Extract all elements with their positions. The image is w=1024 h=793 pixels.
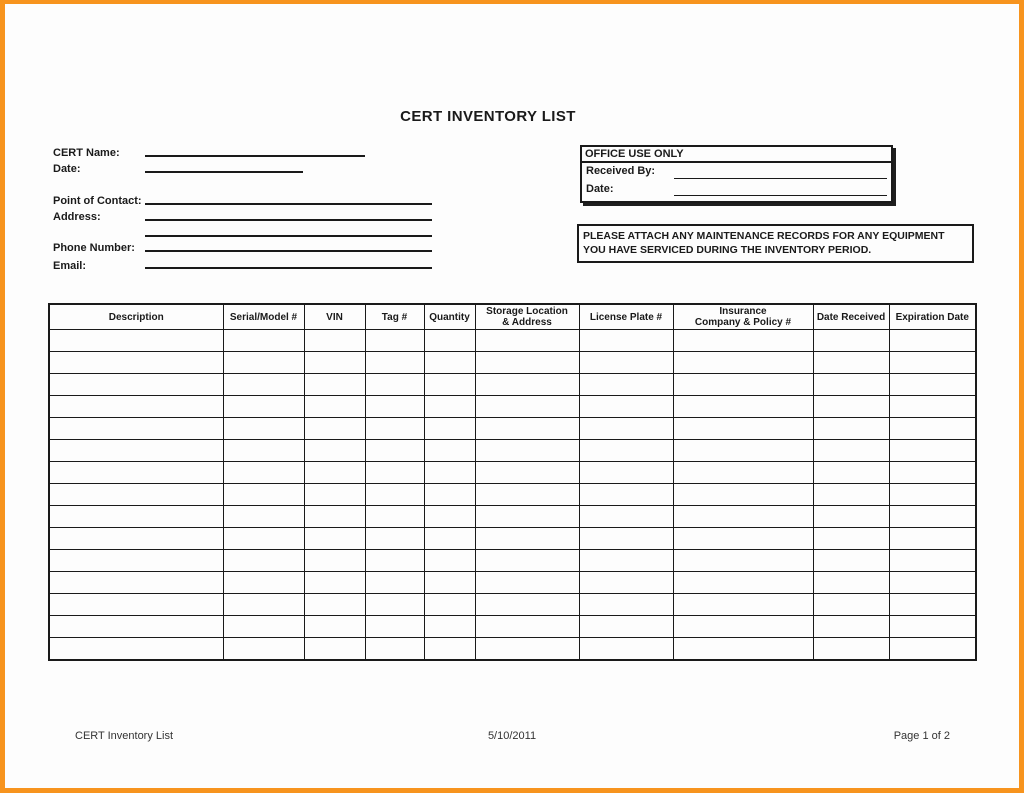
table-cell — [223, 638, 304, 661]
table-row — [49, 638, 976, 661]
table-cell — [424, 528, 475, 550]
phone-number-label: Phone Number: — [53, 242, 135, 254]
table-cell — [223, 440, 304, 462]
table-row — [49, 506, 976, 528]
table-cell — [579, 418, 673, 440]
table-cell — [223, 352, 304, 374]
date-label: Date: — [53, 163, 81, 175]
table-cell — [49, 616, 223, 638]
table-cell — [304, 638, 365, 661]
table-cell — [673, 330, 813, 352]
table-cell — [365, 440, 424, 462]
table-cell — [424, 484, 475, 506]
table-cell — [49, 506, 223, 528]
table-cell — [49, 550, 223, 572]
column-header-7: Insurance Company & Policy # — [673, 304, 813, 330]
table-cell — [579, 374, 673, 396]
column-header-9: Expiration Date — [889, 304, 976, 330]
table-cell — [475, 418, 579, 440]
table-cell — [889, 440, 976, 462]
table-cell — [673, 418, 813, 440]
table-cell — [813, 330, 889, 352]
table-cell — [475, 506, 579, 528]
table-cell — [579, 330, 673, 352]
table-cell — [223, 484, 304, 506]
table-cell — [579, 550, 673, 572]
table-cell — [579, 484, 673, 506]
table-cell — [424, 440, 475, 462]
table-cell — [424, 572, 475, 594]
received-by-blank-line — [674, 178, 887, 179]
office-date-label: Date: — [586, 183, 614, 195]
column-header-1: Serial/Model # — [223, 304, 304, 330]
table-cell — [304, 484, 365, 506]
table-cell — [579, 638, 673, 661]
table-cell — [673, 506, 813, 528]
table-cell — [475, 572, 579, 594]
table-row — [49, 396, 976, 418]
table-row — [49, 440, 976, 462]
table-cell — [365, 352, 424, 374]
table-cell — [889, 330, 976, 352]
point-of-contact-blank-line — [145, 203, 432, 205]
table-cell — [889, 550, 976, 572]
table-cell — [304, 528, 365, 550]
address-blank-line — [145, 219, 432, 221]
footer-date: 5/10/2011 — [487, 730, 537, 742]
table-cell — [889, 374, 976, 396]
table-cell — [673, 572, 813, 594]
table-cell — [673, 352, 813, 374]
table-cell — [49, 330, 223, 352]
table-cell — [813, 396, 889, 418]
table-cell — [49, 462, 223, 484]
table-cell — [813, 418, 889, 440]
table-row — [49, 330, 976, 352]
table-cell — [365, 594, 424, 616]
table-cell — [223, 330, 304, 352]
table-cell — [673, 550, 813, 572]
table-cell — [365, 462, 424, 484]
table-cell — [365, 638, 424, 661]
table-cell — [304, 374, 365, 396]
address-label: Address: — [53, 211, 101, 223]
point-of-contact-label: Point of Contact: — [53, 195, 142, 207]
cert-name-label: CERT Name: — [53, 147, 120, 159]
table-cell — [223, 506, 304, 528]
table-cell — [475, 462, 579, 484]
column-header-6: License Plate # — [579, 304, 673, 330]
table-cell — [365, 374, 424, 396]
table-cell — [475, 528, 579, 550]
table-row — [49, 352, 976, 374]
table-cell — [475, 550, 579, 572]
table-row — [49, 418, 976, 440]
table-cell — [424, 594, 475, 616]
column-header-5: Storage Location & Address — [475, 304, 579, 330]
cert-name-blank-line — [145, 155, 365, 157]
table-cell — [813, 352, 889, 374]
office-date-blank-line — [674, 195, 887, 196]
table-cell — [889, 352, 976, 374]
table-cell — [813, 528, 889, 550]
table-cell — [889, 638, 976, 661]
table-cell — [49, 484, 223, 506]
table-cell — [304, 396, 365, 418]
column-header-2: VIN — [304, 304, 365, 330]
office-use-only-header: OFFICE USE ONLY — [582, 147, 891, 163]
page — [5, 4, 1019, 788]
table-cell — [223, 572, 304, 594]
table-cell — [475, 638, 579, 661]
column-header-3: Tag # — [365, 304, 424, 330]
table-cell — [424, 418, 475, 440]
email-label: Email: — [53, 260, 87, 272]
table-cell — [304, 352, 365, 374]
table-cell — [813, 484, 889, 506]
table-cell — [365, 572, 424, 594]
table-cell — [579, 440, 673, 462]
table-cell — [304, 572, 365, 594]
table-cell — [475, 594, 579, 616]
table-cell — [889, 572, 976, 594]
column-header-0: Description — [49, 304, 223, 330]
table-cell — [49, 352, 223, 374]
table-cell — [889, 396, 976, 418]
table-cell — [49, 440, 223, 462]
table-cell — [579, 594, 673, 616]
table-cell — [673, 594, 813, 616]
table-cell — [475, 616, 579, 638]
table-cell — [579, 528, 673, 550]
table-cell — [813, 550, 889, 572]
table-cell — [889, 484, 976, 506]
table-cell — [424, 462, 475, 484]
footer-document-name: CERT Inventory List — [75, 730, 174, 742]
table-cell — [223, 616, 304, 638]
table-cell — [365, 484, 424, 506]
table-cell — [424, 506, 475, 528]
phone-number-blank-line — [145, 250, 432, 252]
table-cell — [889, 462, 976, 484]
table-cell — [579, 396, 673, 418]
table-cell — [49, 594, 223, 616]
table-row — [49, 374, 976, 396]
table-cell — [673, 616, 813, 638]
table-cell — [365, 506, 424, 528]
table-cell — [813, 374, 889, 396]
table-row — [49, 550, 976, 572]
table-cell — [673, 374, 813, 396]
column-header-8: Date Received — [813, 304, 889, 330]
table-cell — [365, 396, 424, 418]
table-cell — [579, 462, 673, 484]
table-row — [49, 594, 976, 616]
date-blank-line — [145, 171, 303, 173]
table-cell — [304, 440, 365, 462]
address-blank-line-2 — [145, 235, 432, 237]
table-cell — [475, 440, 579, 462]
table-cell — [223, 374, 304, 396]
maintenance-notice-line-2: YOU HAVE SERVICED DURING THE INVENTORY PERIOD. — [583, 244, 872, 256]
table-cell — [813, 638, 889, 661]
footer-page-number: Page 1 of 2 — [893, 730, 950, 742]
table-cell — [365, 330, 424, 352]
received-by-label: Received By: — [586, 165, 656, 177]
table-row — [49, 484, 976, 506]
table-cell — [304, 506, 365, 528]
office-use-only-box — [580, 145, 893, 203]
table-cell — [475, 396, 579, 418]
table-header-row — [49, 304, 976, 330]
table-cell — [424, 374, 475, 396]
table-cell — [813, 440, 889, 462]
table-cell — [223, 462, 304, 484]
inventory-table — [48, 303, 977, 661]
table-cell — [475, 484, 579, 506]
table-cell — [223, 550, 304, 572]
table-cell — [673, 528, 813, 550]
maintenance-notice-box — [577, 224, 974, 263]
table-cell — [889, 506, 976, 528]
table-cell — [673, 484, 813, 506]
table-cell — [673, 440, 813, 462]
page-footer — [5, 730, 1019, 746]
table-cell — [223, 418, 304, 440]
table-cell — [579, 352, 673, 374]
table-cell — [579, 506, 673, 528]
maintenance-notice-line-1: PLEASE ATTACH ANY MAINTENANCE RECORDS FOR ANY EQUIPMENT — [583, 230, 945, 242]
table-cell — [673, 396, 813, 418]
table-cell — [304, 330, 365, 352]
page-title: CERT INVENTORY LIST — [400, 108, 576, 125]
table-cell — [365, 616, 424, 638]
table-cell — [49, 374, 223, 396]
table-cell — [475, 352, 579, 374]
table-row — [49, 616, 976, 638]
table-cell — [889, 594, 976, 616]
table-cell — [813, 462, 889, 484]
table-cell — [304, 550, 365, 572]
table-cell — [813, 506, 889, 528]
table-cell — [889, 418, 976, 440]
table-cell — [424, 352, 475, 374]
table-cell — [304, 594, 365, 616]
table-cell — [365, 528, 424, 550]
table-cell — [673, 638, 813, 661]
table-cell — [365, 418, 424, 440]
table-cell — [223, 528, 304, 550]
table-cell — [424, 616, 475, 638]
table-cell — [49, 396, 223, 418]
table-cell — [673, 462, 813, 484]
table-cell — [304, 418, 365, 440]
table-cell — [424, 396, 475, 418]
table-cell — [424, 330, 475, 352]
table-cell — [223, 396, 304, 418]
table-cell — [889, 616, 976, 638]
table-cell — [475, 374, 579, 396]
table-row — [49, 528, 976, 550]
table-row — [49, 572, 976, 594]
table-cell — [475, 330, 579, 352]
table-cell — [49, 638, 223, 661]
table-cell — [889, 528, 976, 550]
table-cell — [813, 572, 889, 594]
table-cell — [813, 594, 889, 616]
table-cell — [304, 462, 365, 484]
table-cell — [579, 616, 673, 638]
table-cell — [49, 572, 223, 594]
table-cell — [365, 550, 424, 572]
table-cell — [424, 550, 475, 572]
table-cell — [223, 594, 304, 616]
table-row — [49, 462, 976, 484]
table-cell — [424, 638, 475, 661]
column-header-4: Quantity — [424, 304, 475, 330]
email-blank-line — [145, 267, 432, 269]
table-cell — [304, 616, 365, 638]
table-cell — [49, 418, 223, 440]
table-cell — [579, 572, 673, 594]
table-cell — [49, 528, 223, 550]
table-cell — [813, 616, 889, 638]
